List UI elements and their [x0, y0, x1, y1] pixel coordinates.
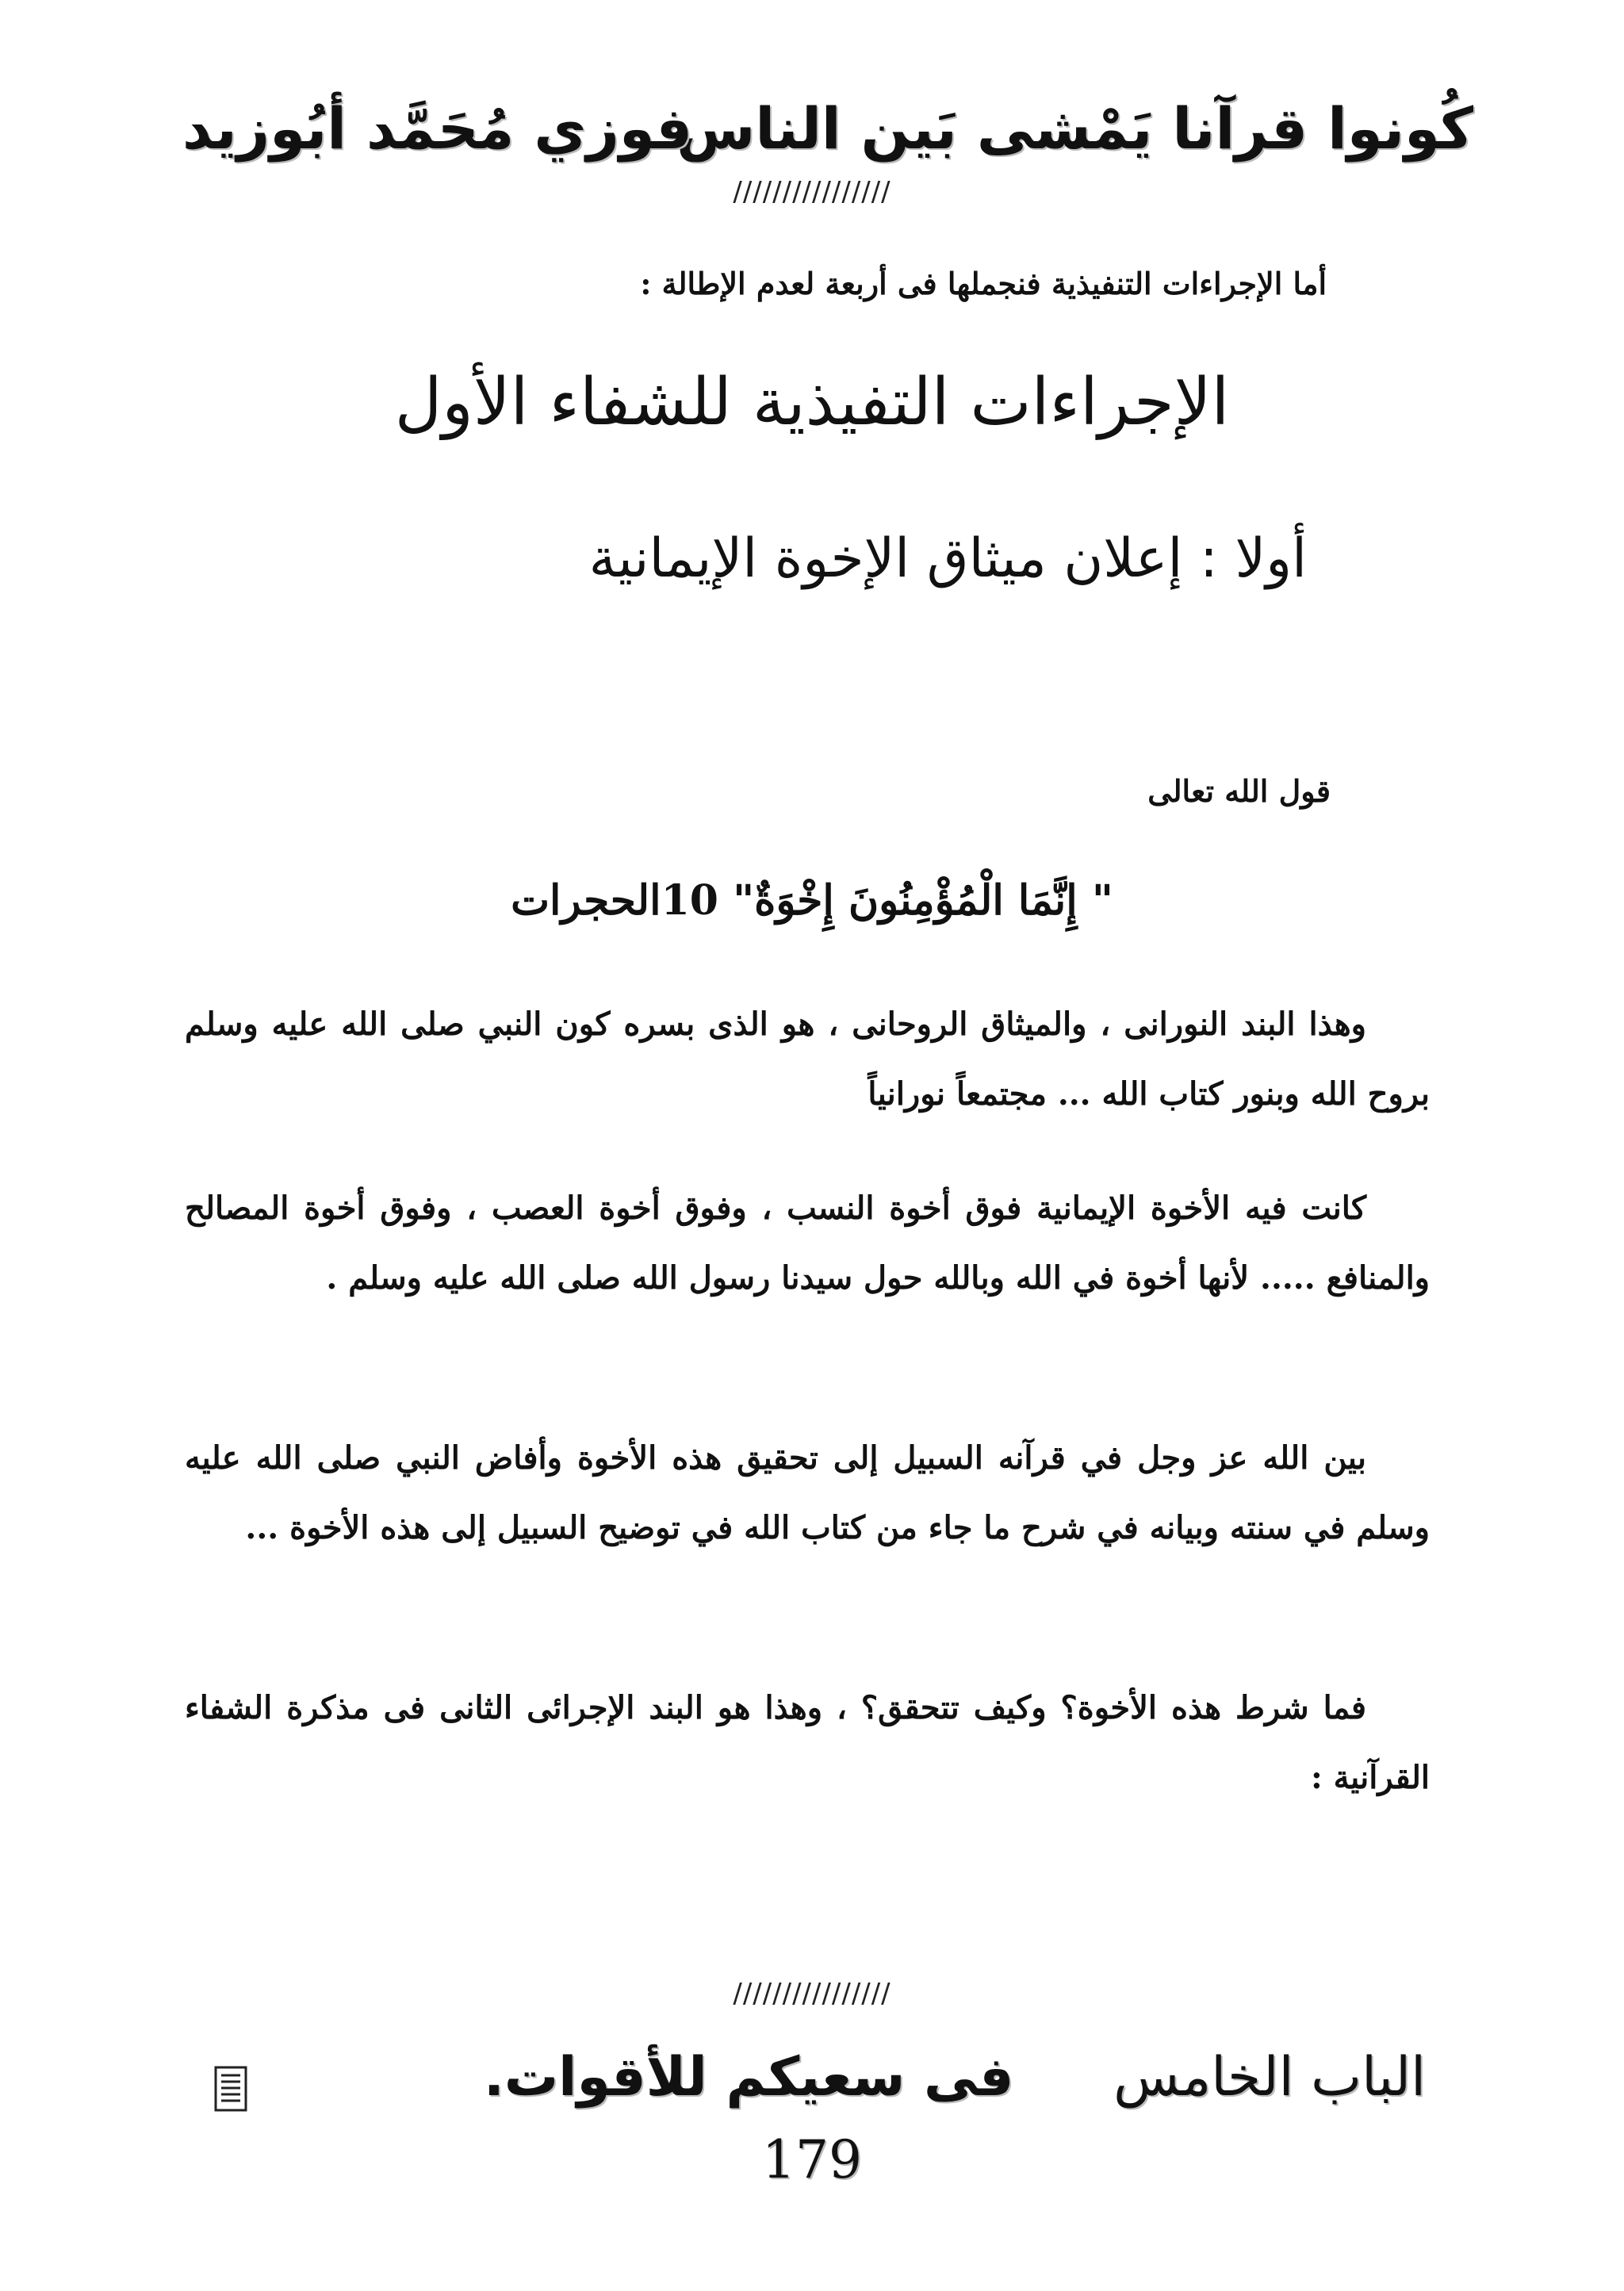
section-label: فى سعيكم للأقوات.	[484, 2046, 1014, 2109]
paragraph: كانت فيه الأخوة الإيمانية فوق أخوة النسب ، وفوق أخوة العصب ، وفوق أخوة المصالح والمنافع ..... لأنها أخوة في الله وبالله حول سيدنا رسول الله صلى الله عليه وسلم .	[185, 1190, 1430, 1297]
header-separator: ////////////////	[733, 176, 891, 208]
paragraph: فما شرط هذه الأخوة؟ وكيف تتحقق؟ ، وهذا هو البند الإجرائى الثانى فى مذكرة الشفاء القرآنية :	[185, 1689, 1430, 1796]
main-heading: الإجراءات التفيذية للشفاء الأول	[394, 365, 1230, 440]
book-icon	[214, 2066, 247, 2112]
sub-heading: أولا : إعلان ميثاق الإخوة الإيمانية	[588, 527, 1307, 590]
chapter-label: الباب الخامس	[1113, 2046, 1426, 2109]
intro-line: أما الإجراءات التنفيذية فنجملها فى أربعة لعدم الإطالة :	[640, 266, 1327, 301]
footer-separator: ////////////////	[733, 1978, 891, 2009]
verse-intro: قول الله تعالى	[1147, 773, 1331, 809]
page-number: 179	[762, 2129, 862, 2190]
author-name: فوزي مُحَمَّد أبُوزيد	[182, 95, 693, 162]
quran-verse: " إِنَّمَا الْمُؤْمِنُونَ إِخْوَةٌ" 10الحجرات	[511, 876, 1113, 925]
book-title: كُونوا قرآنا يَمْشى بَين الناس	[676, 95, 1473, 162]
paragraph: وهذا البند النورانى ، والميثاق الروحانى ، هو الذى بسره كون النبي صلى الله عليه وسلم بروح الله وبنور كتاب الله ... مجتمعاً نورانياً	[185, 1006, 1430, 1113]
paragraph: بين الله عز وجل في قرآنه السبيل إلى تحقيق هذه الأخوة وأفاض النبي صلى الله عليه وسلم في سنته وبيانه في شرح ما جاء من كتاب الله في توضيح السبيل إلى هذه الأخوة ...	[185, 1439, 1430, 1546]
